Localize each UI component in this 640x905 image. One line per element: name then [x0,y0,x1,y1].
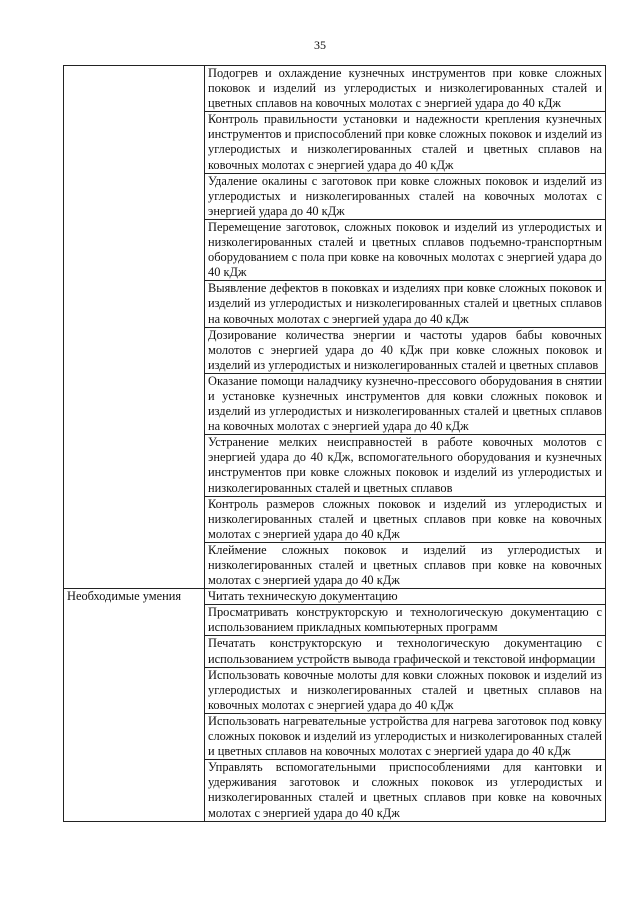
requirement-item: Использовать нагревательные устройства для нагрева заготовок под ковку сложных поковок и изделий из углеродистых и низколегированных сталей и цветных сплавов на ковочных молотах с энергией удара до 40 кДж [205,713,606,759]
requirement-item: Клеймение сложных поковок и изделий из углеродистых и низколегированных сталей и цветных сплавов при ковке на ковочных молотах с энергией удара до 40 кДж [205,542,606,588]
requirement-item: Контроль правильности установки и надежности крепления кузнечных инструментов и приспособлений при ковке сложных поковок и изделий из углеродистых и низколегированных сталей и цветных сплавов на ковочных молотах с энергией удара до 40 кДж [205,112,606,173]
requirement-item: Читать техническую документацию [205,589,606,605]
section-label: Необходимые умения [64,589,205,821]
requirement-item: Использовать ковочные молоты для ковки сложных поковок и изделий из углеродистых и низколегированных сталей и цветных сплавов на ковочных молотах с энергией удара до 40 кДж [205,667,606,713]
requirement-item: Оказание помощи наладчику кузнечно-прессового оборудования в снятии и установке кузнечных инструментов для ковки сложных поковок и изделий из углеродистых и низколегированных сталей и цветных сплавов на ковочных молотах с энергией удара до 40 кДж [205,373,606,434]
requirement-item: Дозирование количества энергии и частоты ударов бабы ковочных молотов с энергией удара до 40 кДж при ковке сложных поковок и изделий из углеродистых и низколегированных сталей и цветных сплавов [205,327,606,373]
table-row [64,589,606,605]
requirement-item: Удаление окалины с заготовок при ковке сложных поковок и изделий из углеродистых и низколегированных сталей на ковочных молотах с энергией удара до 40 кДж [205,173,606,219]
requirement-item: Просматривать конструкторскую и технологическую документацию с использованием прикладных компьютерных программ [205,605,606,636]
table-body [64,66,606,822]
requirement-item: Устранение мелких неисправностей в работе ковочных молотов с энергией удара до 40 кДж, вспомогательного оборудования и кузнечных инструментов при ковке сложных поковок и изделий из углеродистых и низколегированных сталей и цветных сплавов [205,435,606,496]
requirement-item: Управлять вспомогательными приспособлениями для кантовки и удерживания заготовок и сложных поковок из углеродистых и низколегированных сталей и цветных сплавов при ковке на ковочных молотах с энергией удара до 40 кДж [205,760,606,821]
section-label [64,66,205,589]
requirement-item: Подогрев и охлаждение кузнечных инструментов при ковке сложных поковок и изделий из углеродистых и низколегированных сталей и цветных сплавов на ковочных молотах с энергией удара до 40 кДж [205,66,606,112]
table-row [64,66,606,112]
requirement-item: Контроль размеров сложных поковок и изделий из углеродистых и низколегированных сталей и цветных сплавов при ковке на ковочных молотах с энергией удара до 40 кДж [205,496,606,542]
requirement-item: Печатать конструкторскую и технологическую документацию с использованием устройств вывода графической и текстовой информации [205,636,606,667]
requirement-item: Перемещение заготовок, сложных поковок и изделий из углеродистых и низколегированных сталей и цветных сплавов подъемно-транспортным оборудованием с пола при ковке на ковочных молотах с энергией удара до 40 кДж [205,219,606,280]
requirements-table [63,65,606,822]
requirement-item: Выявление дефектов в поковках и изделиях при ковке сложных поковок и изделий из углеродистых и низколегированных сталей и цветных сплавов на ковочных молотах с энергией удара до 40 кДж [205,281,606,327]
page-number: 35 [314,38,326,52]
